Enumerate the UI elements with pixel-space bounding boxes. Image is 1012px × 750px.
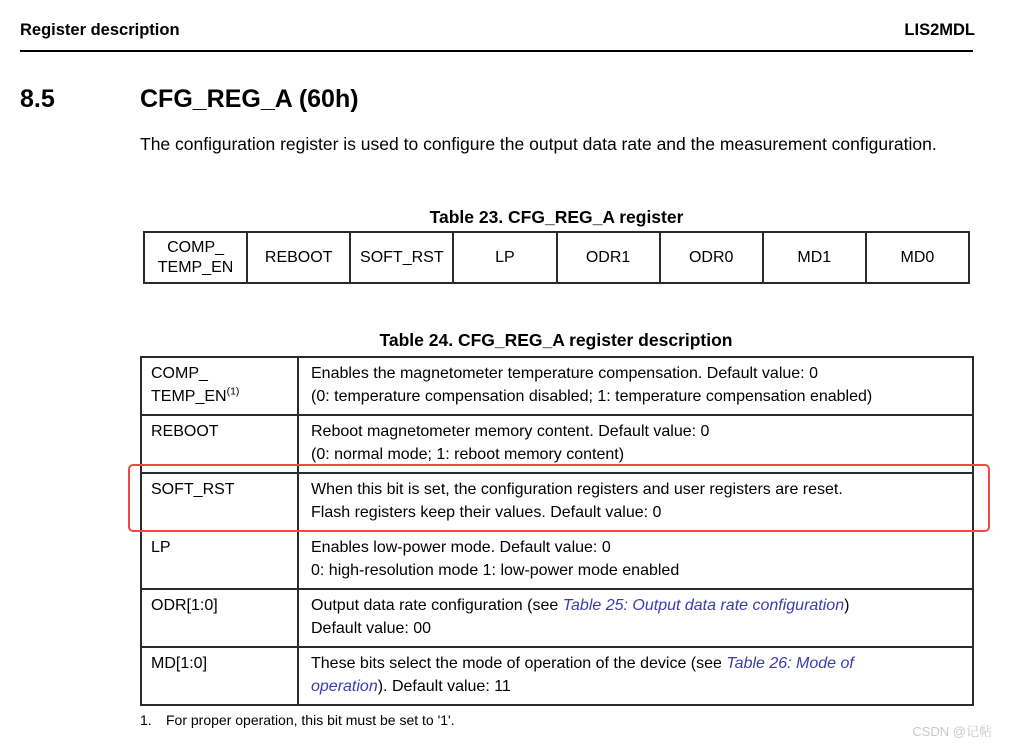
- table24-register-description: [140, 356, 974, 706]
- description-text: These bits select the mode of operation of the device (see: [311, 655, 727, 672]
- description-text: ). Default value: 11: [377, 678, 511, 695]
- table-row: [141, 415, 973, 473]
- bit-name-cell: ODR[1:0]: [141, 589, 298, 647]
- table-row: [144, 232, 969, 283]
- description-line: Enables low-power mode. Default value: 0: [311, 539, 611, 556]
- description-line: Enables the magnetometer temperature compensation. Default value: 0: [311, 365, 818, 382]
- description-line: [311, 594, 964, 617]
- bitfield-cell: ODR0: [660, 232, 763, 283]
- description-line: 0: high-resolution mode 1: low-power mode enabled: [311, 562, 680, 579]
- description-text: ): [844, 597, 850, 614]
- description-line: [311, 652, 964, 675]
- table-row: [141, 589, 973, 647]
- footnote-text: For proper operation, this bit must be set to '1'.: [166, 712, 455, 728]
- bit-name-cell: REBOOT: [141, 415, 298, 473]
- footnote-number: 1.: [140, 712, 152, 728]
- bitfield-cell: LP: [453, 232, 556, 283]
- running-header-chapter: Register description: [20, 21, 180, 39]
- description-line: Flash registers keep their values. Default value: 0: [311, 504, 662, 521]
- header-rule: [20, 50, 973, 52]
- bit-name-cell: SOFT_RST: [141, 473, 298, 531]
- bit-description-cell: [298, 415, 973, 473]
- bitfield-cell: [144, 232, 247, 283]
- cross-reference-link-table26[interactable]: operation: [311, 678, 378, 695]
- bit-name-cell: MD[1:0]: [141, 647, 298, 705]
- bitfield-cell: REBOOT: [247, 232, 350, 283]
- bitfield-label: COMP_: [167, 238, 225, 256]
- bit-name-cell: [141, 357, 298, 415]
- page-title: CFG_REG_A (60h): [140, 85, 359, 113]
- bit-description-cell: [298, 589, 973, 647]
- bitfield-cell: MD1: [763, 232, 866, 283]
- bitfield-cell: MD0: [866, 232, 969, 283]
- table-row: [141, 531, 973, 589]
- section-number: 8.5: [20, 85, 55, 113]
- running-header-device: LIS2MDL: [904, 21, 975, 39]
- bitfield-cell: ODR1: [557, 232, 660, 283]
- watermark: CSDN @记帖: [912, 724, 992, 739]
- bit-description-cell: [298, 357, 973, 415]
- footnote-ref: (1): [226, 385, 240, 398]
- bit-description-cell: [298, 473, 973, 531]
- footnote: [140, 712, 455, 728]
- bitfield-label: TEMP_EN: [157, 258, 234, 276]
- description-line: (0: temperature compensation disabled; 1: temperature compensation enabled): [311, 388, 873, 405]
- bit-name: TEMP_EN: [151, 388, 227, 405]
- table-row-soft-rst: [141, 473, 973, 531]
- bitfield-cell: SOFT_RST: [350, 232, 453, 283]
- description-line: Default value: 00: [311, 620, 432, 637]
- description-line: (0: normal mode; 1: reboot memory content): [311, 446, 625, 463]
- table23-title: Table 23. CFG_REG_A register: [429, 207, 684, 227]
- description-line: When this bit is set, the configuration registers and user registers are reset.: [311, 481, 843, 498]
- table23-register-bits: [143, 231, 970, 284]
- bit-name: COMP_: [151, 365, 208, 382]
- cross-reference-link-table25[interactable]: Table 25: Output data rate configuration: [562, 597, 845, 614]
- bit-description-cell: [298, 531, 973, 589]
- table24-title: Table 24. CFG_REG_A register description: [379, 330, 733, 350]
- bit-description-cell: [298, 647, 973, 705]
- description-line: [311, 675, 964, 698]
- table-row: [141, 357, 973, 415]
- table-row: [141, 647, 973, 705]
- description-text: Output data rate configuration (see: [311, 597, 563, 614]
- bit-name-cell: LP: [141, 531, 298, 589]
- cross-reference-link-table26[interactable]: Table 26: Mode of: [726, 655, 854, 672]
- intro-paragraph: The configuration register is used to configure the output data rate and the measurement configuration.: [140, 134, 937, 154]
- description-line: Reboot magnetometer memory content. Default value: 0: [311, 423, 710, 440]
